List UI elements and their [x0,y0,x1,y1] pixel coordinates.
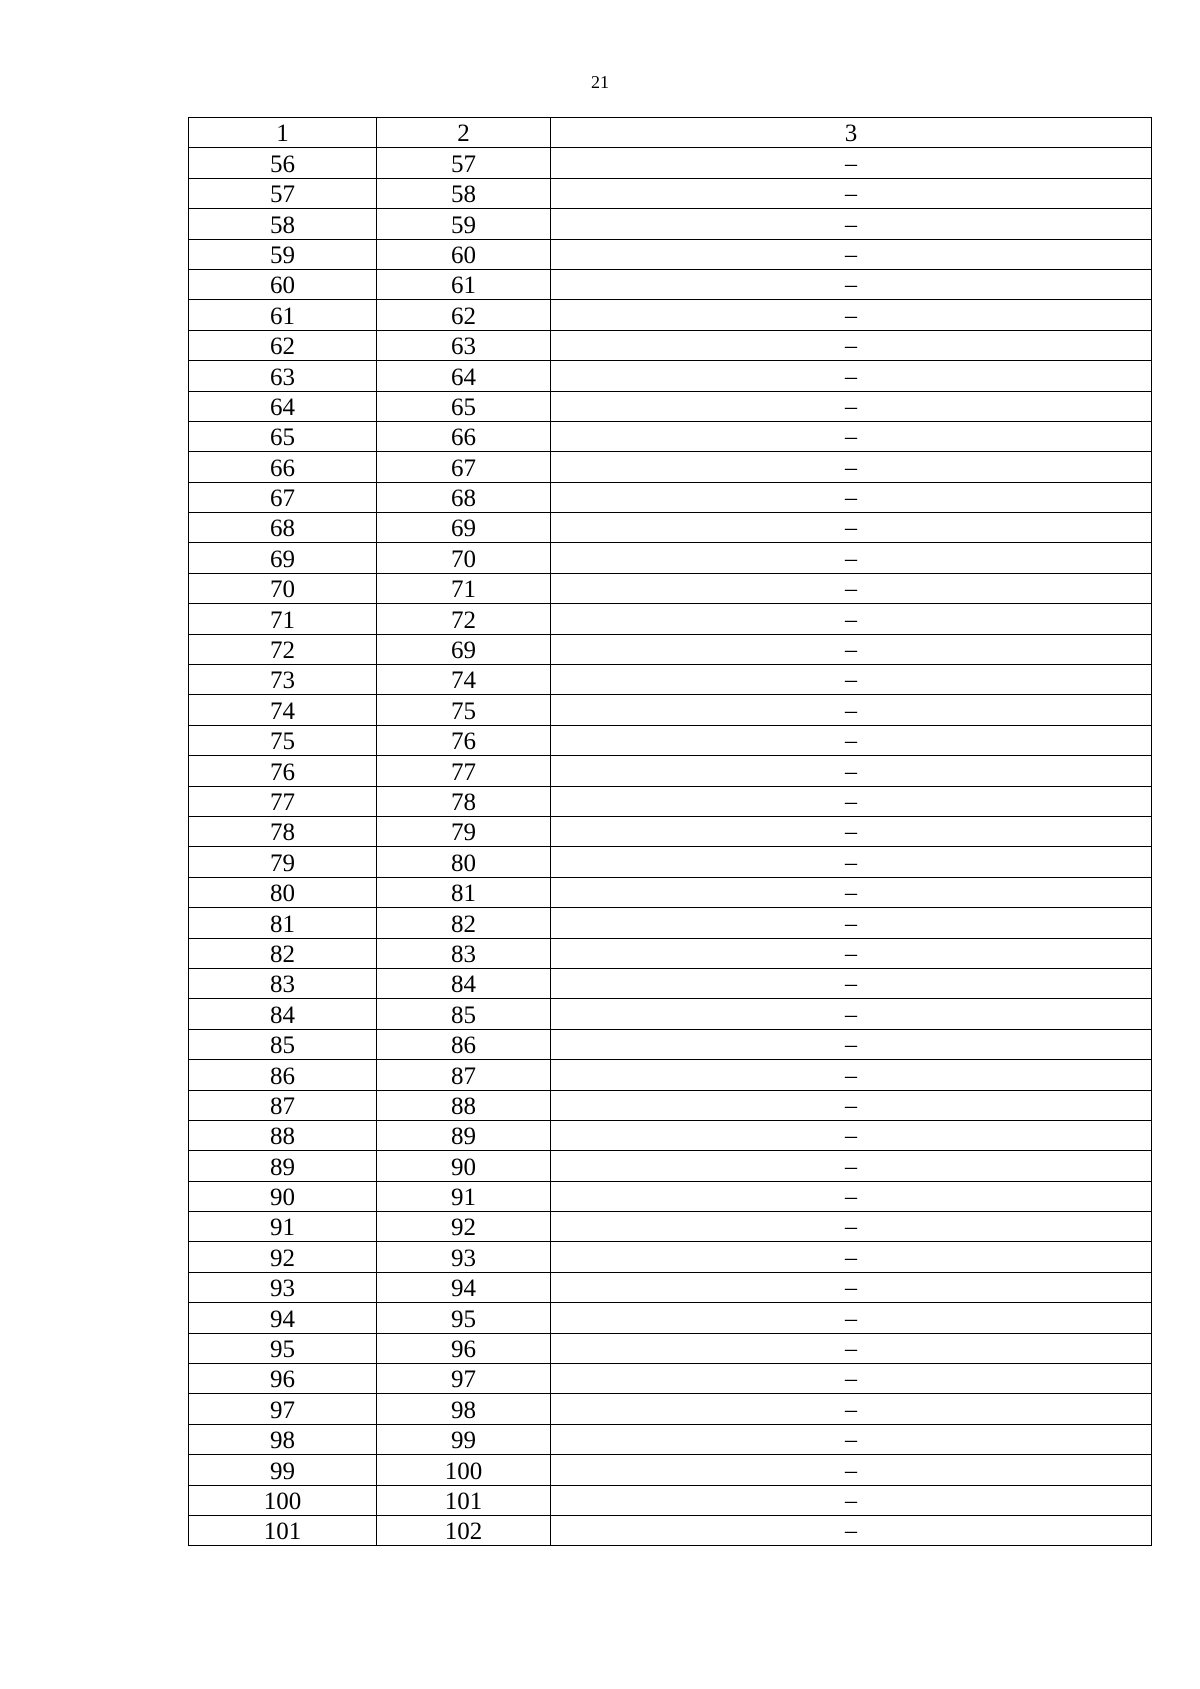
table-row [189,513,1152,543]
table-cell-col-2: 90 [377,1151,551,1181]
table-row [189,634,1152,664]
table-cell-col-2: 69 [377,634,551,664]
table-cell-col-2: 65 [377,391,551,421]
table-cell-col-1: 82 [189,938,377,968]
table-cell-col-1: 62 [189,330,377,360]
table-cell-col-3: – [551,209,1152,239]
table-cell-col-2: 74 [377,665,551,695]
table-cell-col-1: 74 [189,695,377,725]
table-cell-col-1: 85 [189,1029,377,1059]
table-cell-col-3: – [551,725,1152,755]
table-cell-col-3: – [551,1333,1152,1363]
table-cell-col-2: 63 [377,330,551,360]
table-row [189,452,1152,482]
table-row [189,725,1152,755]
table-row [189,908,1152,938]
table-row [189,1212,1152,1242]
table-row [189,300,1152,330]
table-cell-col-1: 78 [189,816,377,846]
table-cell-col-1: 92 [189,1242,377,1272]
table-cell-col-2: 101 [377,1485,551,1515]
table-cell-col-3: – [551,1181,1152,1211]
table-cell-col-2: 61 [377,269,551,299]
table-row [189,543,1152,573]
table-cell-col-2: 84 [377,968,551,998]
table-cell-col-2: 95 [377,1303,551,1333]
table-cell-col-3: – [551,239,1152,269]
table-row [189,938,1152,968]
table-cell-col-3: – [551,1394,1152,1424]
table-row [189,999,1152,1029]
table-header-row [189,118,1152,148]
table-cell-col-3: – [551,1424,1152,1454]
table-cell-col-2: 89 [377,1120,551,1150]
table-cell-col-1: 87 [189,1090,377,1120]
table-cell-col-3: – [551,573,1152,603]
table-cell-col-2: 82 [377,908,551,938]
table-row [189,1485,1152,1515]
table-cell-col-2: 70 [377,543,551,573]
table-cell-col-2: 75 [377,695,551,725]
table-cell-col-3: – [551,634,1152,664]
table-cell-col-1: 101 [189,1515,377,1545]
table-cell-col-2: 99 [377,1424,551,1454]
table-cell-col-1: 94 [189,1303,377,1333]
table-cell-col-2: 92 [377,1212,551,1242]
table-cell-col-3: – [551,452,1152,482]
table-cell-col-1: 77 [189,786,377,816]
table-cell-col-2: 72 [377,604,551,634]
table-row [189,695,1152,725]
table-cell-col-1: 76 [189,756,377,786]
table-row [189,209,1152,239]
table-cell-col-1: 73 [189,665,377,695]
table-cell-col-3: – [551,1303,1152,1333]
table-cell-col-2: 91 [377,1181,551,1211]
table-row [189,239,1152,269]
table-cell-col-1: 63 [189,361,377,391]
table-cell-col-3: – [551,513,1152,543]
table-cell-col-3: – [551,269,1152,299]
table-row [189,1090,1152,1120]
table-cell-col-2: 86 [377,1029,551,1059]
table-cell-col-2: 88 [377,1090,551,1120]
table-cell-col-3: – [551,816,1152,846]
table-cell-col-1: 72 [189,634,377,664]
table-cell-col-3: – [551,482,1152,512]
table-cell-col-2: 80 [377,847,551,877]
table-cell-col-1: 97 [189,1394,377,1424]
table-cell-col-3: – [551,148,1152,178]
table-cell-col-3: – [551,786,1152,816]
table-cell-col-2: 71 [377,573,551,603]
table-row [189,1029,1152,1059]
table-cell-col-1: 90 [189,1181,377,1211]
table-row [189,482,1152,512]
column-header-2: 2 [377,118,551,148]
table-cell-col-2: 97 [377,1364,551,1394]
table-cell-col-1: 98 [189,1424,377,1454]
table-cell-col-2: 87 [377,1060,551,1090]
column-header-1: 1 [189,118,377,148]
table-cell-col-2: 83 [377,938,551,968]
table-cell-col-1: 91 [189,1212,377,1242]
table-cell-col-2: 102 [377,1515,551,1545]
table-cell-col-2: 64 [377,361,551,391]
table-cell-col-1: 83 [189,968,377,998]
table-cell-col-3: – [551,1485,1152,1515]
table-row [189,330,1152,360]
table-cell-col-2: 62 [377,300,551,330]
table-row [189,1333,1152,1363]
table-row [189,665,1152,695]
table-row [189,1394,1152,1424]
table-cell-col-1: 58 [189,209,377,239]
table-cell-col-3: – [551,361,1152,391]
table-cell-col-1: 66 [189,452,377,482]
table-row [189,1272,1152,1302]
table-row [189,1515,1152,1545]
table-cell-col-1: 88 [189,1120,377,1150]
table-row [189,1181,1152,1211]
table-cell-col-3: – [551,1090,1152,1120]
table-row [189,786,1152,816]
table-cell-col-1: 95 [189,1333,377,1363]
table-row [189,968,1152,998]
table-cell-col-3: – [551,421,1152,451]
table-cell-col-1: 84 [189,999,377,1029]
table-cell-col-2: 79 [377,816,551,846]
table-cell-col-2: 98 [377,1394,551,1424]
table-cell-col-2: 57 [377,148,551,178]
table-cell-col-3: – [551,1060,1152,1090]
table-cell-col-3: – [551,1242,1152,1272]
table-cell-col-3: – [551,1364,1152,1394]
table-cell-col-2: 85 [377,999,551,1029]
table-cell-col-1: 65 [189,421,377,451]
table-cell-col-2: 66 [377,421,551,451]
table-body [189,118,1152,1546]
table-cell-col-3: – [551,330,1152,360]
table-row [189,1151,1152,1181]
table-cell-col-1: 60 [189,269,377,299]
table-cell-col-1: 59 [189,239,377,269]
table-cell-col-3: – [551,847,1152,877]
table-cell-col-3: – [551,695,1152,725]
page-number: 21 [591,72,609,92]
table-cell-col-1: 57 [189,178,377,208]
table-row [189,148,1152,178]
table-row [189,847,1152,877]
table-row [189,1424,1152,1454]
table-cell-col-1: 93 [189,1272,377,1302]
table-row [189,361,1152,391]
table-cell-col-1: 89 [189,1151,377,1181]
table-cell-col-3: – [551,938,1152,968]
table-cell-col-1: 64 [189,391,377,421]
table-cell-col-2: 81 [377,877,551,907]
table-cell-col-2: 67 [377,452,551,482]
table-cell-col-2: 77 [377,756,551,786]
table-row [189,1364,1152,1394]
table-cell-col-2: 94 [377,1272,551,1302]
table-cell-col-3: – [551,756,1152,786]
table-cell-col-3: – [551,999,1152,1029]
table-cell-col-3: – [551,1151,1152,1181]
table-cell-col-2: 68 [377,482,551,512]
table-cell-col-1: 86 [189,1060,377,1090]
table-row [189,269,1152,299]
table-cell-col-1: 61 [189,300,377,330]
table-cell-col-1: 80 [189,877,377,907]
table-cell-col-2: 59 [377,209,551,239]
data-table [188,117,1152,1546]
table-cell-col-1: 69 [189,543,377,573]
table-cell-col-1: 100 [189,1485,377,1515]
table-cell-col-2: 60 [377,239,551,269]
table-cell-col-1: 81 [189,908,377,938]
table-cell-col-3: – [551,665,1152,695]
table-row [189,816,1152,846]
table-row [189,421,1152,451]
table-row [189,1455,1152,1485]
table-cell-col-1: 67 [189,482,377,512]
table-row [189,1120,1152,1150]
table-cell-col-3: – [551,391,1152,421]
table-cell-col-3: – [551,1455,1152,1485]
table-cell-col-3: – [551,300,1152,330]
table-cell-col-2: 76 [377,725,551,755]
table-cell-col-1: 79 [189,847,377,877]
table-cell-col-3: – [551,543,1152,573]
table-cell-col-1: 75 [189,725,377,755]
table-row [189,1060,1152,1090]
table-row [189,756,1152,786]
column-header-3: 3 [551,118,1152,148]
table-cell-col-2: 58 [377,178,551,208]
table-row [189,391,1152,421]
table-cell-col-3: – [551,877,1152,907]
table-cell-col-2: 69 [377,513,551,543]
table-row [189,1242,1152,1272]
table-cell-col-1: 68 [189,513,377,543]
table-row [189,178,1152,208]
table-cell-col-2: 96 [377,1333,551,1363]
table-cell-col-3: – [551,908,1152,938]
table-cell-col-1: 70 [189,573,377,603]
table-cell-col-3: – [551,178,1152,208]
table-row [189,573,1152,603]
table-cell-col-1: 99 [189,1455,377,1485]
table-cell-col-2: 93 [377,1242,551,1272]
table-cell-col-1: 96 [189,1364,377,1394]
table-cell-col-1: 71 [189,604,377,634]
table-cell-col-1: 56 [189,148,377,178]
table-row [189,877,1152,907]
table-row [189,1303,1152,1333]
table-cell-col-3: – [551,1515,1152,1545]
table-cell-col-3: – [551,968,1152,998]
table-cell-col-2: 78 [377,786,551,816]
table-cell-col-3: – [551,1272,1152,1302]
table-cell-col-3: – [551,604,1152,634]
table-cell-col-2: 100 [377,1455,551,1485]
table-cell-col-3: – [551,1212,1152,1242]
table-cell-col-3: – [551,1029,1152,1059]
table-cell-col-3: – [551,1120,1152,1150]
table-row [189,604,1152,634]
